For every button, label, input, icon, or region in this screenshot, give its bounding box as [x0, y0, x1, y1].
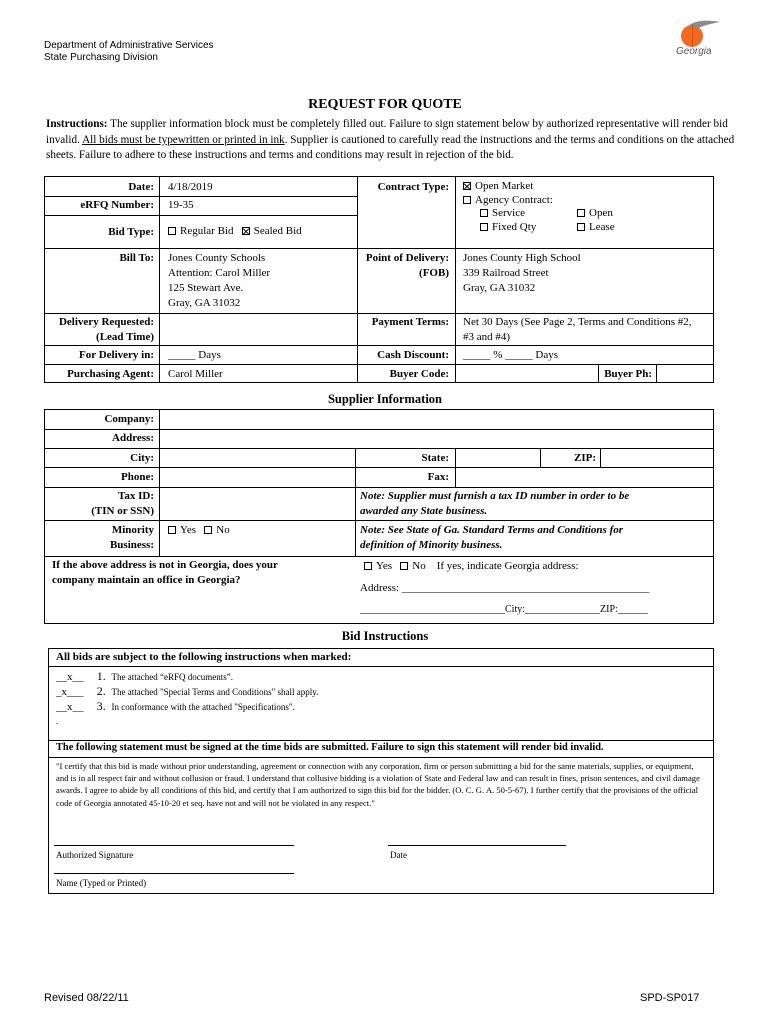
signature-line[interactable]: [54, 845, 294, 846]
instructions-label: Instructions:: [46, 118, 108, 130]
lease-label: Lease: [589, 220, 615, 233]
minority-line: Business:: [109, 539, 154, 551]
instruction-mark[interactable]: _x___: [56, 686, 84, 698]
tax-id-line: (TIN or SSN): [91, 505, 154, 517]
georgia-logo: [668, 16, 728, 62]
bid-type-options: [168, 224, 302, 239]
city-label: City:: [130, 452, 154, 464]
company-label: Company:: [104, 413, 154, 425]
minority-no-checkbox[interactable]: [204, 526, 212, 534]
open-market-label: Open Market: [475, 180, 534, 192]
instruction-dot: .: [56, 716, 59, 726]
instructions-text-1: The supplier information block must be completely filled out. Failure to sign statement below by authorized representative will render bid invalid.: [46, 118, 728, 146]
instruction-mark[interactable]: __x__: [56, 701, 84, 713]
instruction-text: The attached “eRFQ documents”.: [111, 672, 233, 682]
minority-line: Minority: [111, 524, 154, 536]
regular-bid-checkbox[interactable]: [168, 227, 176, 235]
minority-note: [360, 523, 623, 553]
page-title: REQUEST FOR QUOTE: [308, 97, 462, 112]
erfq-value: 19-35: [168, 199, 194, 211]
bill-to-line: 125 Stewart Ave.: [168, 282, 244, 294]
ga-office-yes-label: Yes: [376, 560, 393, 572]
company-field[interactable]: [162, 411, 712, 428]
name-line[interactable]: [54, 873, 294, 874]
payment-terms-line: #3 and #4): [463, 331, 511, 343]
pod-label-line: Point of Delivery:: [365, 252, 449, 264]
purchasing-agent-label: Purchasing Agent:: [67, 368, 154, 380]
logo-text: Georgia: [676, 46, 712, 57]
service-checkbox[interactable]: [480, 209, 488, 217]
cash-discount-value: _____ % _____ Days: [463, 349, 559, 361]
fixed-qty-label: Fixed Qty: [492, 220, 537, 233]
delivery-requested-label: [46, 315, 154, 345]
division-name: State Purchasing Division: [44, 52, 158, 63]
instruction-item: [56, 699, 318, 714]
instruction-item: [56, 684, 318, 699]
date-line[interactable]: [388, 845, 566, 846]
bids-subject-line: All bids are subject to the following instructions when marked:: [56, 651, 352, 663]
instructions-text-2: . Supplier is cautioned to carefully read the instructions and the terms and conditions on the attached sheets. Failure to adhere to these instructions and terms and conditions may result in rejection of the bid.: [46, 133, 735, 162]
ga-question-line: If the above address is not in Georgia, does your: [52, 559, 278, 571]
payment-terms-value: [463, 315, 691, 345]
date-label: Date:: [128, 181, 154, 193]
buyer-ph-label: Buyer Ph:: [604, 368, 652, 380]
georgia-office-question: [52, 558, 278, 588]
instruction-item: [56, 669, 318, 684]
contract-subtype-right: [577, 207, 615, 234]
minority-no-label: No: [216, 524, 230, 536]
fixed-qty-checkbox[interactable]: [480, 223, 488, 231]
tax-id-label: [46, 489, 154, 519]
certification-text: "I certify that this bid is made without prior understanding, agreement or connection with any corporation, firm or person submitting a bid for the same materials, supplies, or equipment, and is in all respect fair and without collusion or fraud. I understand that collusive bidding is a violation of State and Federal law and can result in fines, prison sentences, and civil damage awards. I agree to abide by all conditions of this bid, and certify that I am authorized to sign this bid for the bidder. (O. C. G. A. 50-5-67). I further certify that the provisions of the official code of Georgia annotated 45-10-20 et seq. have not and will not be violated in any respect.": [56, 761, 700, 808]
address-label: Address:: [112, 432, 154, 444]
state-label: State:: [421, 452, 449, 464]
zip-label: ZIP:: [574, 452, 596, 464]
statement-heading: The following statement must be signed at the time bids are submitted. Failure to sign this statement will render bid invalid.: [56, 742, 604, 753]
for-delivery-value: _____ Days: [168, 349, 221, 361]
ga-question-line: company maintain an office in Georgia?: [52, 574, 241, 586]
date-value: 4/18/2019: [168, 181, 213, 193]
bill-to-address: [168, 251, 270, 311]
minority-note-line: Note: See State of Ga. Standard Terms and Conditions for: [360, 524, 624, 536]
erfq-label: eRFQ Number:: [80, 199, 154, 211]
service-label: Service: [492, 207, 525, 219]
instruction-number: 2.: [96, 684, 106, 698]
agency-contract-label: Agency Contract:: [475, 193, 553, 206]
point-of-delivery-address: [463, 251, 581, 296]
agency-contract-checkbox[interactable]: [463, 196, 471, 204]
name-printed-label: Name (Typed or Printed): [56, 878, 147, 888]
payment-terms-line: Net 30 Days (See Page 2, Terms and Conditions #2,: [463, 316, 692, 328]
delivery-requested-line: (Lead Time): [96, 331, 154, 343]
open-market-checkbox[interactable]: [463, 182, 471, 190]
minority-note-line: definition of Minority business.: [360, 539, 503, 551]
instruction-text: In conformance with the attached "Specifications".: [111, 702, 295, 712]
tax-note-line: Note: Supplier must furnish a tax ID number in order to be: [360, 490, 630, 502]
address-field[interactable]: [162, 430, 712, 447]
minority-label: [46, 523, 154, 553]
tax-id-line: Tax ID:: [118, 490, 154, 502]
minority-yes-checkbox[interactable]: [168, 526, 176, 534]
instruction-number: 1.: [96, 669, 106, 683]
department-name: Department of Administrative Services: [44, 40, 214, 51]
bid-type-label: Bid Type:: [108, 226, 154, 238]
form-code: SPD-SP017: [640, 992, 700, 1004]
instructions-underlined: All bids must be typewritten or printed in ink: [82, 133, 285, 146]
instruction-number: 3.: [96, 699, 106, 713]
ga-office-no-checkbox[interactable]: [400, 562, 408, 570]
cash-discount-label: Cash Discount:: [377, 349, 449, 361]
bill-to-line: Attention: Carol Miller: [168, 267, 271, 279]
georgia-office-options: [364, 559, 579, 574]
open-checkbox[interactable]: [577, 209, 585, 217]
revised-date: Revised 08/22/11: [44, 992, 129, 1004]
supplier-heading: Supplier Information: [327, 392, 443, 406]
ga-city-zip-line[interactable]: _____________________________City:_______________ZIP:______: [360, 604, 648, 615]
contract-subtype-left: [480, 207, 536, 234]
payment-terms-label: Payment Terms:: [371, 316, 449, 328]
delivery-requested-line: Delivery Requested:: [58, 316, 154, 328]
fax-label: Fax:: [427, 471, 449, 483]
purchasing-agent-value: Carol Miller: [168, 368, 223, 380]
pod-line: Gray, GA 31032: [463, 282, 536, 294]
for-delivery-label: For Delivery in:: [79, 349, 154, 361]
instruction-text: The attached "Special Terms and Conditions" shall apply.: [111, 687, 319, 697]
sealed-bid-checkbox[interactable]: [242, 227, 250, 235]
bid-instructions-heading: Bid Instructions: [341, 629, 429, 643]
ga-if-yes-text: If yes, indicate Georgia address:: [436, 560, 579, 572]
pod-line: 339 Railroad Street: [463, 267, 549, 279]
bill-to-line: Jones County Schools: [168, 252, 266, 264]
sealed-bid-label: Sealed Bid: [253, 225, 302, 237]
pod-line: Jones County High School: [463, 252, 581, 264]
phone-label: Phone:: [121, 471, 154, 483]
open-label: Open: [589, 207, 613, 219]
bill-to-label: Bill To:: [119, 252, 154, 264]
ga-address-line[interactable]: Address: _____________________________________________: [360, 582, 650, 594]
minority-options: [168, 523, 230, 538]
regular-bid-label: Regular Bid: [180, 225, 234, 237]
tax-note-line: awarded any State business.: [360, 505, 488, 517]
lease-checkbox[interactable]: [577, 223, 585, 231]
contract-type-options: [463, 180, 553, 207]
minority-yes-label: Yes: [180, 524, 197, 536]
ga-office-yes-checkbox[interactable]: [364, 562, 372, 570]
instruction-list: [56, 669, 318, 728]
instruction-mark[interactable]: __x__: [56, 671, 84, 683]
point-of-delivery-label: [359, 251, 449, 281]
tax-note: [360, 489, 629, 519]
date-sign-label: Date: [390, 850, 407, 860]
buyer-code-label: Buyer Code:: [389, 368, 449, 380]
bill-to-line: Gray, GA 31032: [168, 297, 241, 309]
contract-type-label: Contract Type:: [377, 181, 449, 193]
ga-office-no-label: No: [412, 560, 426, 572]
pod-label-line: (FOB): [419, 267, 449, 279]
instructions: [46, 117, 736, 164]
authorized-signature-label: Authorized Signature: [56, 850, 134, 860]
